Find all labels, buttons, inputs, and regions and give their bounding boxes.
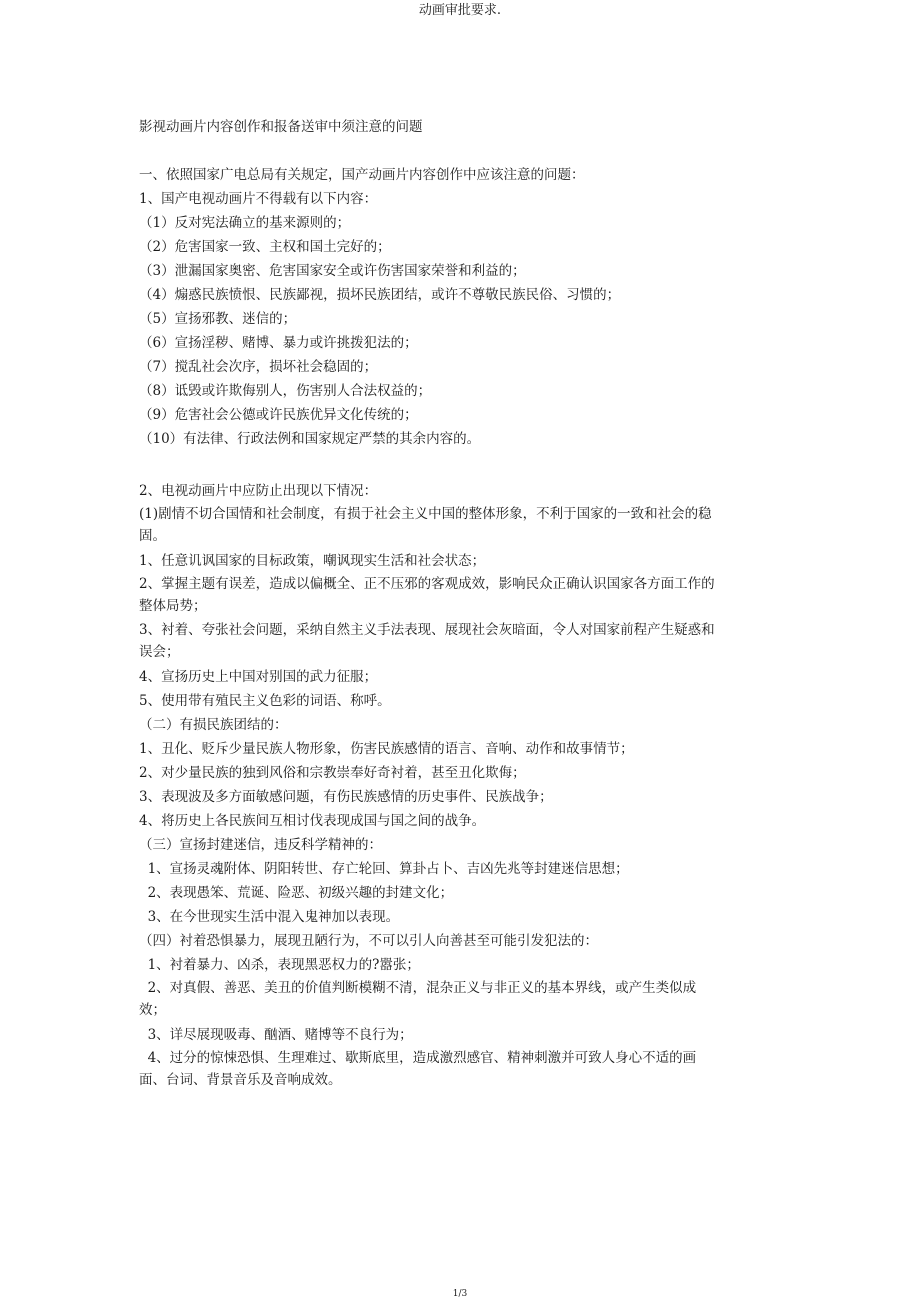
list-item: （2）危害国家一致、主权和国土完好的； xyxy=(139,239,391,255)
section-avoid-situations xyxy=(139,479,719,1093)
section-heading: 一、依照国家广电总局有关规定，国产动画片内容创作中应该注意的问题： xyxy=(139,167,585,183)
list-item: 2、表现愚笨、荒诞、险恶、初级兴趣的封建文化； xyxy=(139,885,454,901)
list-item: (1)剧情不切合国情和社会制度，有损于社会主义中国的整体形象，不利于国家的一致和社会的稳固。 xyxy=(139,506,712,544)
list-item: 2、掌握主题有误差，造成以偏概全、正不压邪的客观成效，影响民众正确认识国家各方面工作的整体局势； xyxy=(139,576,715,614)
document-title: 影视动画片内容创作和报备送审中须注意的问题 xyxy=(139,119,423,135)
subsection-heading: （三）宣扬封建迷信，违反科学精神的： xyxy=(139,837,382,853)
list-item: （8）诋毁或许欺侮别人，伤害别人合法权益的； xyxy=(139,383,432,399)
list-item: （9）危害社会公德或许民族优异文化传统的； xyxy=(139,407,418,423)
list-item: 3、详尽展现吸毒、酗酒、赌博等不良行为； xyxy=(139,1027,413,1043)
list-item: 4、过分的惊悚恐惧、生理难过、歇斯底里，造成激烈感官、精神刺激并可致人身心不适的画面、台词、背景音乐及音响成效。 xyxy=(139,1050,697,1088)
subsection-heading: 2、电视动画片中应防止出现以下情况： xyxy=(139,483,378,499)
section-content-restrictions xyxy=(139,163,719,451)
list-item: （1）反对宪法确立的基来源则的； xyxy=(139,215,351,231)
list-item: 5、使用带有殖民主义色彩的词语、称呼。 xyxy=(139,693,391,709)
subsection-heading: （二）有损民族团结的： xyxy=(139,717,288,733)
subsection-heading: 1、国产电视动画片不得载有以下内容： xyxy=(139,191,378,207)
list-item: 3、衬着、夸张社会问题，采纳自然主义手法表现、展现社会灰暗面，令人对国家前程产生疑惑和误会； xyxy=(139,622,715,660)
list-item: （7）搅乱社会次序，损坏社会稳固的； xyxy=(139,359,378,375)
list-item: （10）有法律、行政法例和国家规定严禁的其余内容的。 xyxy=(139,431,481,447)
list-item: （5）宣扬邪教、迷信的； xyxy=(139,311,297,327)
list-item: （4）煽惑民族愤恨、民族鄙视，损坏民族团结，或许不尊敬民族民俗、习惯的； xyxy=(139,287,621,303)
list-item: 3、表现波及多方面敏感问题，有伤民族感情的历史事件、民族战争； xyxy=(139,789,553,805)
list-item: 1、任意讥讽国家的目标政策，嘲讽现实生活和社会状态； xyxy=(139,553,486,569)
list-item: 1、衬着暴力、凶杀，表现黑恶权力的?嚣张； xyxy=(139,957,420,973)
list-item: 3、在今世现实生活中混入鬼神加以表现。 xyxy=(139,909,400,925)
list-item: （3）泄漏国家奥密、危害国家安全或许伤害国家荣誉和利益的； xyxy=(139,263,526,279)
list-item: 4、宣扬历史上中国对别国的武力征服； xyxy=(139,669,378,685)
page-header: 动画审批要求. xyxy=(418,3,502,18)
subsection-heading: （四）衬着恐惧暴力，展现丑陋行为，不可以引人向善甚至可能引发犯法的： xyxy=(139,933,598,949)
list-item: 1、丑化、贬斥少量民族人物形象，伤害民族感情的语言、音响、动作和故事情节； xyxy=(139,741,634,757)
list-item: 2、对真假、善恶、美丑的价值判断模糊不清，混杂正义与非正义的基本界线，或产生类似成效； xyxy=(139,980,697,1018)
list-item: 4、将历史上各民族间互相讨伐表现成国与国之间的战争。 xyxy=(139,813,486,829)
list-item: 1、宣扬灵魂附体、阴阳转世、存亡轮回、算卦占卜、吉凶先兆等封建迷信思想； xyxy=(139,861,629,877)
page-number: 1/3 xyxy=(452,1289,468,1299)
list-item: （6）宣扬淫秽、赌博、暴力或许挑拨犯法的； xyxy=(139,335,418,351)
list-item: 2、对少量民族的独到风俗和宗教崇奉好奇衬着，甚至丑化欺侮； xyxy=(139,765,526,781)
